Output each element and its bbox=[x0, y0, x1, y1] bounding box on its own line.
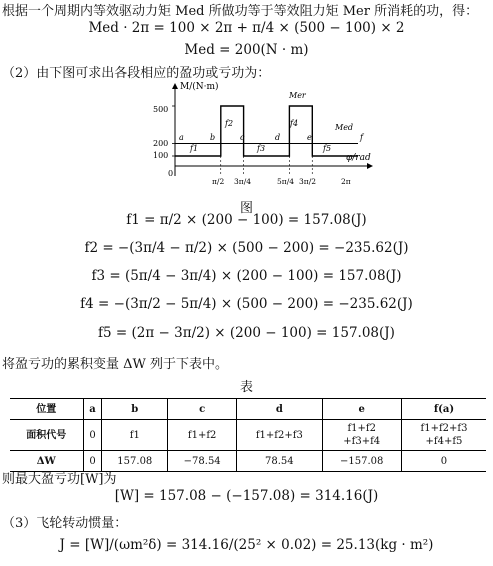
table-cell: f1+f2 bbox=[168, 420, 237, 451]
area-f3: f3 bbox=[257, 144, 266, 153]
table-cell: c bbox=[168, 399, 237, 420]
table-cell: 面积代号 bbox=[10, 420, 83, 451]
x-tick-pi-2: π/2 bbox=[212, 177, 225, 186]
y-tick-500: 500 bbox=[153, 105, 169, 114]
point-e: e bbox=[307, 133, 312, 142]
table-cell: a bbox=[83, 399, 102, 420]
table-cell: f1+f2+f3 +f4+f5 bbox=[401, 420, 486, 451]
point-d: d bbox=[275, 133, 281, 142]
table-cell: 位置 bbox=[10, 399, 83, 420]
table-cell: −78.54 bbox=[168, 451, 237, 472]
area-f5: f5 bbox=[323, 144, 332, 153]
inertia-equation: J = [W]/(ωm²δ) = 314.16/(25² × 0.02) = 25.13(kg · m²) bbox=[59, 537, 434, 553]
table-cell: 0 bbox=[83, 420, 102, 451]
work-f4: f4 = −(3π/2 − 5π/4) × (500 − 200) = −235.62(J) bbox=[80, 296, 413, 312]
work-f5: f5 = (2π − 3π/2) × (200 − 100) = 157.08(J) bbox=[98, 325, 395, 341]
intro-line: 根据一个周期内等效驱动力矩 Med 所做功等于等效阻力矩 Mer 所消耗的功，得： bbox=[2, 4, 479, 19]
x-tick-3pi-4: 3π/4 bbox=[234, 177, 251, 186]
equation-1: Med · 2π = 100 × 2π + π/4 × (500 − 100) × 2 bbox=[88, 20, 405, 36]
moment-diagram bbox=[150, 78, 380, 193]
table-cell: f1 bbox=[102, 420, 168, 451]
point-a: a bbox=[179, 133, 184, 142]
area-f4: f4 bbox=[290, 119, 299, 128]
table-cell: 78.54 bbox=[237, 451, 322, 472]
area-f2: f2 bbox=[225, 119, 234, 128]
x-tick-5pi-4: 5π/4 bbox=[277, 177, 294, 186]
label-mer: Mer bbox=[289, 91, 306, 100]
point-b: b bbox=[210, 133, 216, 142]
table-cell: f(a) bbox=[401, 399, 486, 420]
point-c: c bbox=[240, 133, 245, 142]
equation-2: Med = 200(N · m) bbox=[184, 42, 309, 58]
max-work-text: 则最大盈亏功[W]为 bbox=[2, 472, 117, 487]
point-f: f bbox=[360, 133, 363, 142]
table-cell: f1+f2+f3 bbox=[237, 420, 322, 451]
y-axis-label: M/(N·m) bbox=[180, 82, 219, 92]
step-3-text: （3）飞轮转动惯量： bbox=[2, 516, 128, 531]
table-row bbox=[10, 420, 486, 451]
table-cell: 157.08 bbox=[102, 451, 168, 472]
y-tick-200: 200 bbox=[153, 139, 169, 148]
step-2-text: （2）由下图可求出各段相应的盈功或亏功为： bbox=[2, 66, 271, 81]
work-table bbox=[10, 398, 486, 472]
label-med: Med bbox=[335, 123, 354, 132]
table-caption: 表 bbox=[239, 380, 253, 395]
x-axis-label: φ/rad bbox=[346, 153, 371, 163]
origin-label: 0 bbox=[168, 169, 174, 178]
table-cell: 0 bbox=[83, 451, 102, 472]
table-cell: b bbox=[102, 399, 168, 420]
x-tick-2pi: 2π bbox=[341, 177, 351, 186]
table-cell: ΔW bbox=[10, 451, 83, 472]
table-intro: 将盈亏功的累积变量 ΔW 列于下表中。 bbox=[2, 357, 229, 372]
figure-caption: 图 bbox=[239, 201, 253, 216]
x-tick-3pi-2: 3π/2 bbox=[299, 177, 316, 186]
table-cell: d bbox=[237, 399, 322, 420]
y-tick-100: 100 bbox=[153, 151, 169, 160]
table-header-row bbox=[10, 399, 486, 420]
table-cell: f1+f2 +f3+f4 bbox=[322, 420, 401, 451]
work-f3: f3 = (5π/4 − 3π/4) × (200 − 100) = 157.08(J) bbox=[91, 268, 402, 284]
work-f1: f1 = π/2 × (200 − 100) = 157.08(J) bbox=[126, 212, 367, 228]
max-work-equation: [W] = 157.08 − (−157.08) = 314.16(J) bbox=[114, 488, 379, 504]
area-f1: f1 bbox=[190, 144, 199, 153]
work-f2: f2 = −(3π/4 − π/2) × (500 − 200) = −235.62(J) bbox=[84, 240, 409, 256]
table-cell: 0 bbox=[401, 451, 486, 472]
table-cell: −157.08 bbox=[322, 451, 401, 472]
table-cell: e bbox=[322, 399, 401, 420]
